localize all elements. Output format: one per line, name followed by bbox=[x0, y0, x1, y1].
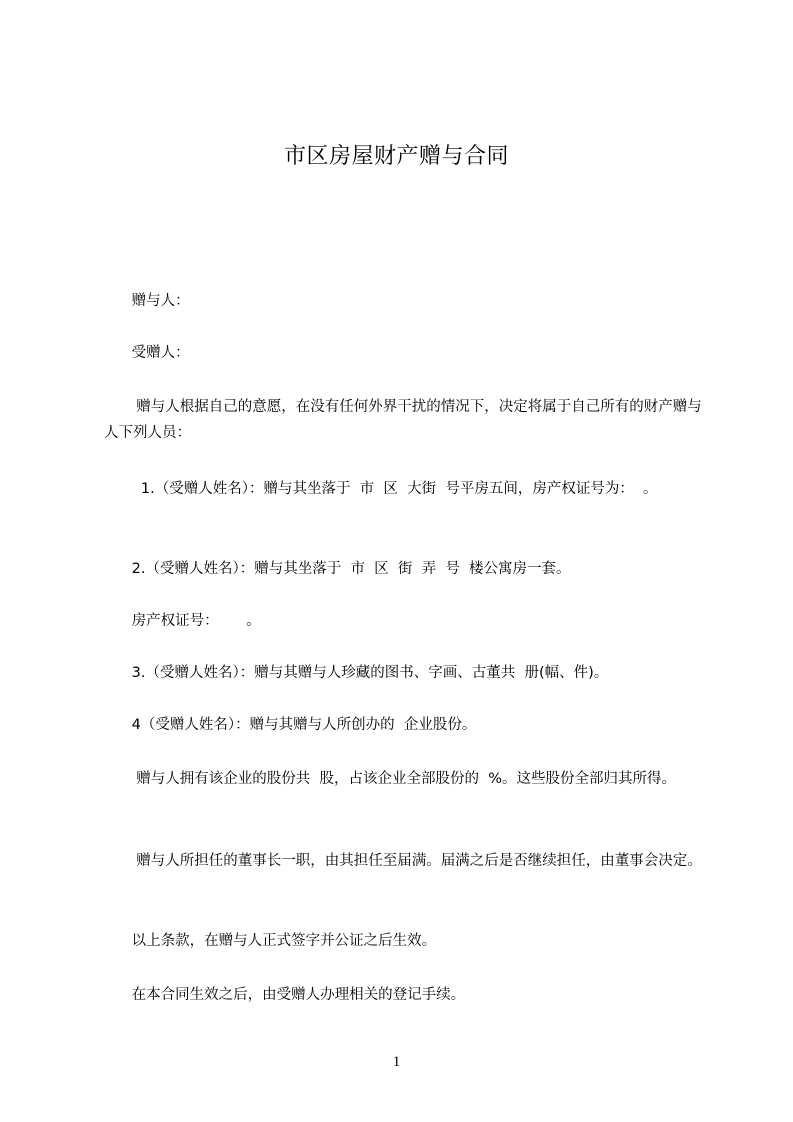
registration-paragraph: 在本合同生效之后，由受赠人办理相关的登记手续。 bbox=[104, 987, 466, 1003]
recipient-line: 受赠人： bbox=[104, 345, 190, 361]
property-certificate-line: 房产权证号： 。 bbox=[104, 613, 261, 629]
clause-2-paragraph: 2.（受赠人姓名）：赠与其坐落于 市 区 街 弄 号 楼公寓房一套。 bbox=[104, 561, 571, 577]
document-title: 市区房屋财产赠与合同 bbox=[283, 144, 509, 169]
donor-line: 赠与人： bbox=[104, 293, 190, 309]
clause-3-paragraph: 3.（受赠人姓名）：赠与其赠与人珍藏的图书、字画、古董共 册(幅、件)。 bbox=[104, 665, 609, 681]
page-number: 1 bbox=[392, 1054, 401, 1070]
chairman-paragraph: 赠与人所担任的董事长一职，由其担任至届满。届满之后是否继续担任，由董事会决定。 bbox=[104, 853, 702, 869]
clause-1-paragraph: 1.（受赠人姓名）：赠与其坐落于 市 区 大街 号平房五间，房产权证号为： 。 bbox=[104, 481, 658, 497]
clause-4-paragraph: 4（受赠人姓名）：赠与其赠与人所创办的 企业股份。 bbox=[104, 717, 477, 733]
effectiveness-paragraph: 以上条款，在赠与人正式签字并公证之后生效。 bbox=[104, 933, 437, 949]
shares-paragraph: 赠与人拥有该企业的股份共 股，占该企业全部股份的 %。这些股份全部归其所得。 bbox=[104, 771, 676, 787]
intro-paragraph: 赠与人根据自己的意愿，在没有任何外界干扰的情况下，决定将属于自己所有的财产赠与人下列人员： bbox=[104, 399, 702, 441]
